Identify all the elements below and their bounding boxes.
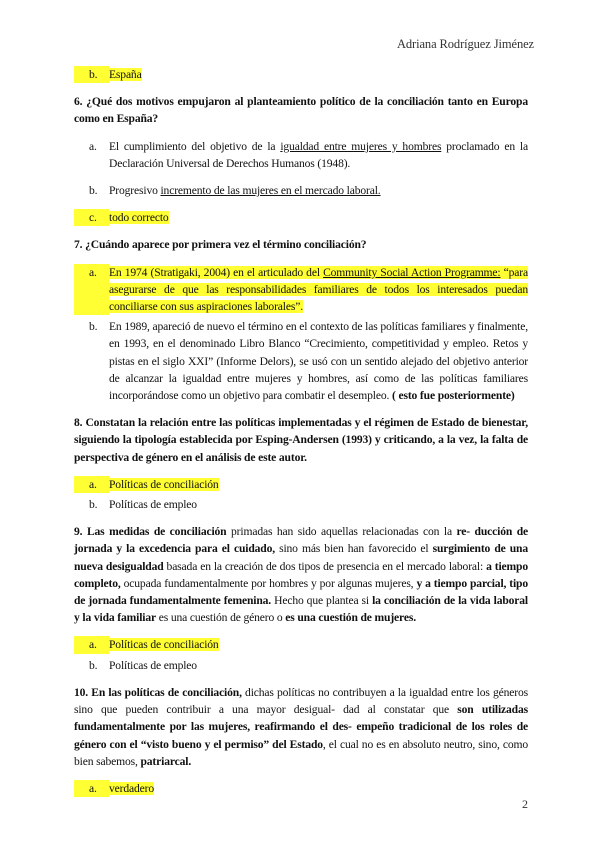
option-text: España [109,68,142,81]
q8-option-b: b. Políticas de empleo [74,496,528,513]
option-letter: a. [74,264,109,316]
option-letter: a. [74,476,109,493]
question-7: 7. ¿Cuándo aparece por primera vez el término conciliación? [74,238,367,252]
q9-option-a: a. Políticas de conciliación [74,636,528,653]
option-letter: a. [74,636,109,653]
option-letter: a. [89,139,97,153]
q7-options [74,264,528,405]
q7-option-b: b. En 1989, apareció de nuevo el término en el contexto de las políticas familiares y finalmente, en 1993, en el denominado Libro Blanco “Crecimiento, competitividad y empleo. Retos y pistas en el siglo XXI” (Informe Delors), se usó con un sentido alejado del objetivo anterior de alcanzar la igualdad entre mujeres y hombres, así como de las políticas familiares incorporándose como un objetivo para combatir el desempleo. ( esto fue posteriormente) [74,318,528,404]
q8-option-a: a. Políticas de conciliación [74,476,528,493]
q6-options [74,138,528,227]
content [74,66,528,807]
q8-options [74,476,528,513]
option-letter: b. [89,320,98,334]
q5-option-b [74,66,528,83]
q6-option-b: b. Progresivo incremento de las mujeres en el mercado laboral. [74,182,528,199]
question-9: 9. Las medidas de conciliación primadas han sido aquellas relacionadas con la re- ducción de jornada y la excedencia para el cuidado, sino más bien han favorecido el surgimiento de una nueva desigualdad basada en la creación de dos tipos de presencia en el mercado laboral: a tiempo completo, ocupada fundamentalmente por hombres y por algunas mujeres, y a tiempo parcial, tipo de jornada fundamentalmente femenina. Hecho que plantea si la conciliación de la vida laboral y la vida familiar es una cuestión de género o es una cuestión de mujeres. [74,525,529,625]
question-10: 10. En las políticas de conciliación, dichas políticas no contribuyen a la igualdad entre los géneros sino que pueden contribuir a una mayor desigual- dad al constatar que son utilizadas fundamentalmente por las mujeres, reafirmando el des- empeño tradicional de los roles de género con el “visto bueno y el permiso” del Estado, el cual no es en absoluto neutro, sino, como bien sabemos, patriarcal. [74,685,528,768]
page-number: 2 [522,797,528,811]
option-letter: c. [74,209,109,226]
question-8: 8. Constatan la relación entre las políticas implementadas y el régimen de Estado de bienestar, siguiendo la tipología establecida por Esping-Andersen (1993) y criticando, a la vez, la falta de perspectiva de género en el análisis de este autor. [74,416,528,464]
q7-option-a: a. En 1974 (Stratigaki, 2004) en el articulado del Community Social Action Programme: “para asegurarse de que las responsabilidades familiares de todos los interesados puedan conciliarse con sus aspiraciones laborales”. [74,264,528,316]
question-6: 6. ¿Qué dos motivos empujaron al planteamiento político de la conciliación tanto en Europa como en España? [74,95,528,126]
q9-options [74,636,528,673]
q9-option-b: b. Políticas de empleo [74,657,528,674]
q10-options [74,780,528,797]
q6-option-a: a. El cumplimiento del objetivo de la igualdad entre mujeres y hombres proclamado en la Declaración Universal de Derechos Humanos (1948). [74,138,528,172]
option-letter: b. [89,184,98,198]
option-letter: b. [74,66,109,83]
option-letter: b. [89,498,98,512]
page-header-author: Adriana Rodríguez Jiménez [396,37,534,51]
q10-option-a: a. verdadero [74,780,528,797]
q6-option-c: c. todo correcto [74,209,528,226]
option-letter: b. [89,658,98,672]
option-letter: a. [74,780,109,797]
